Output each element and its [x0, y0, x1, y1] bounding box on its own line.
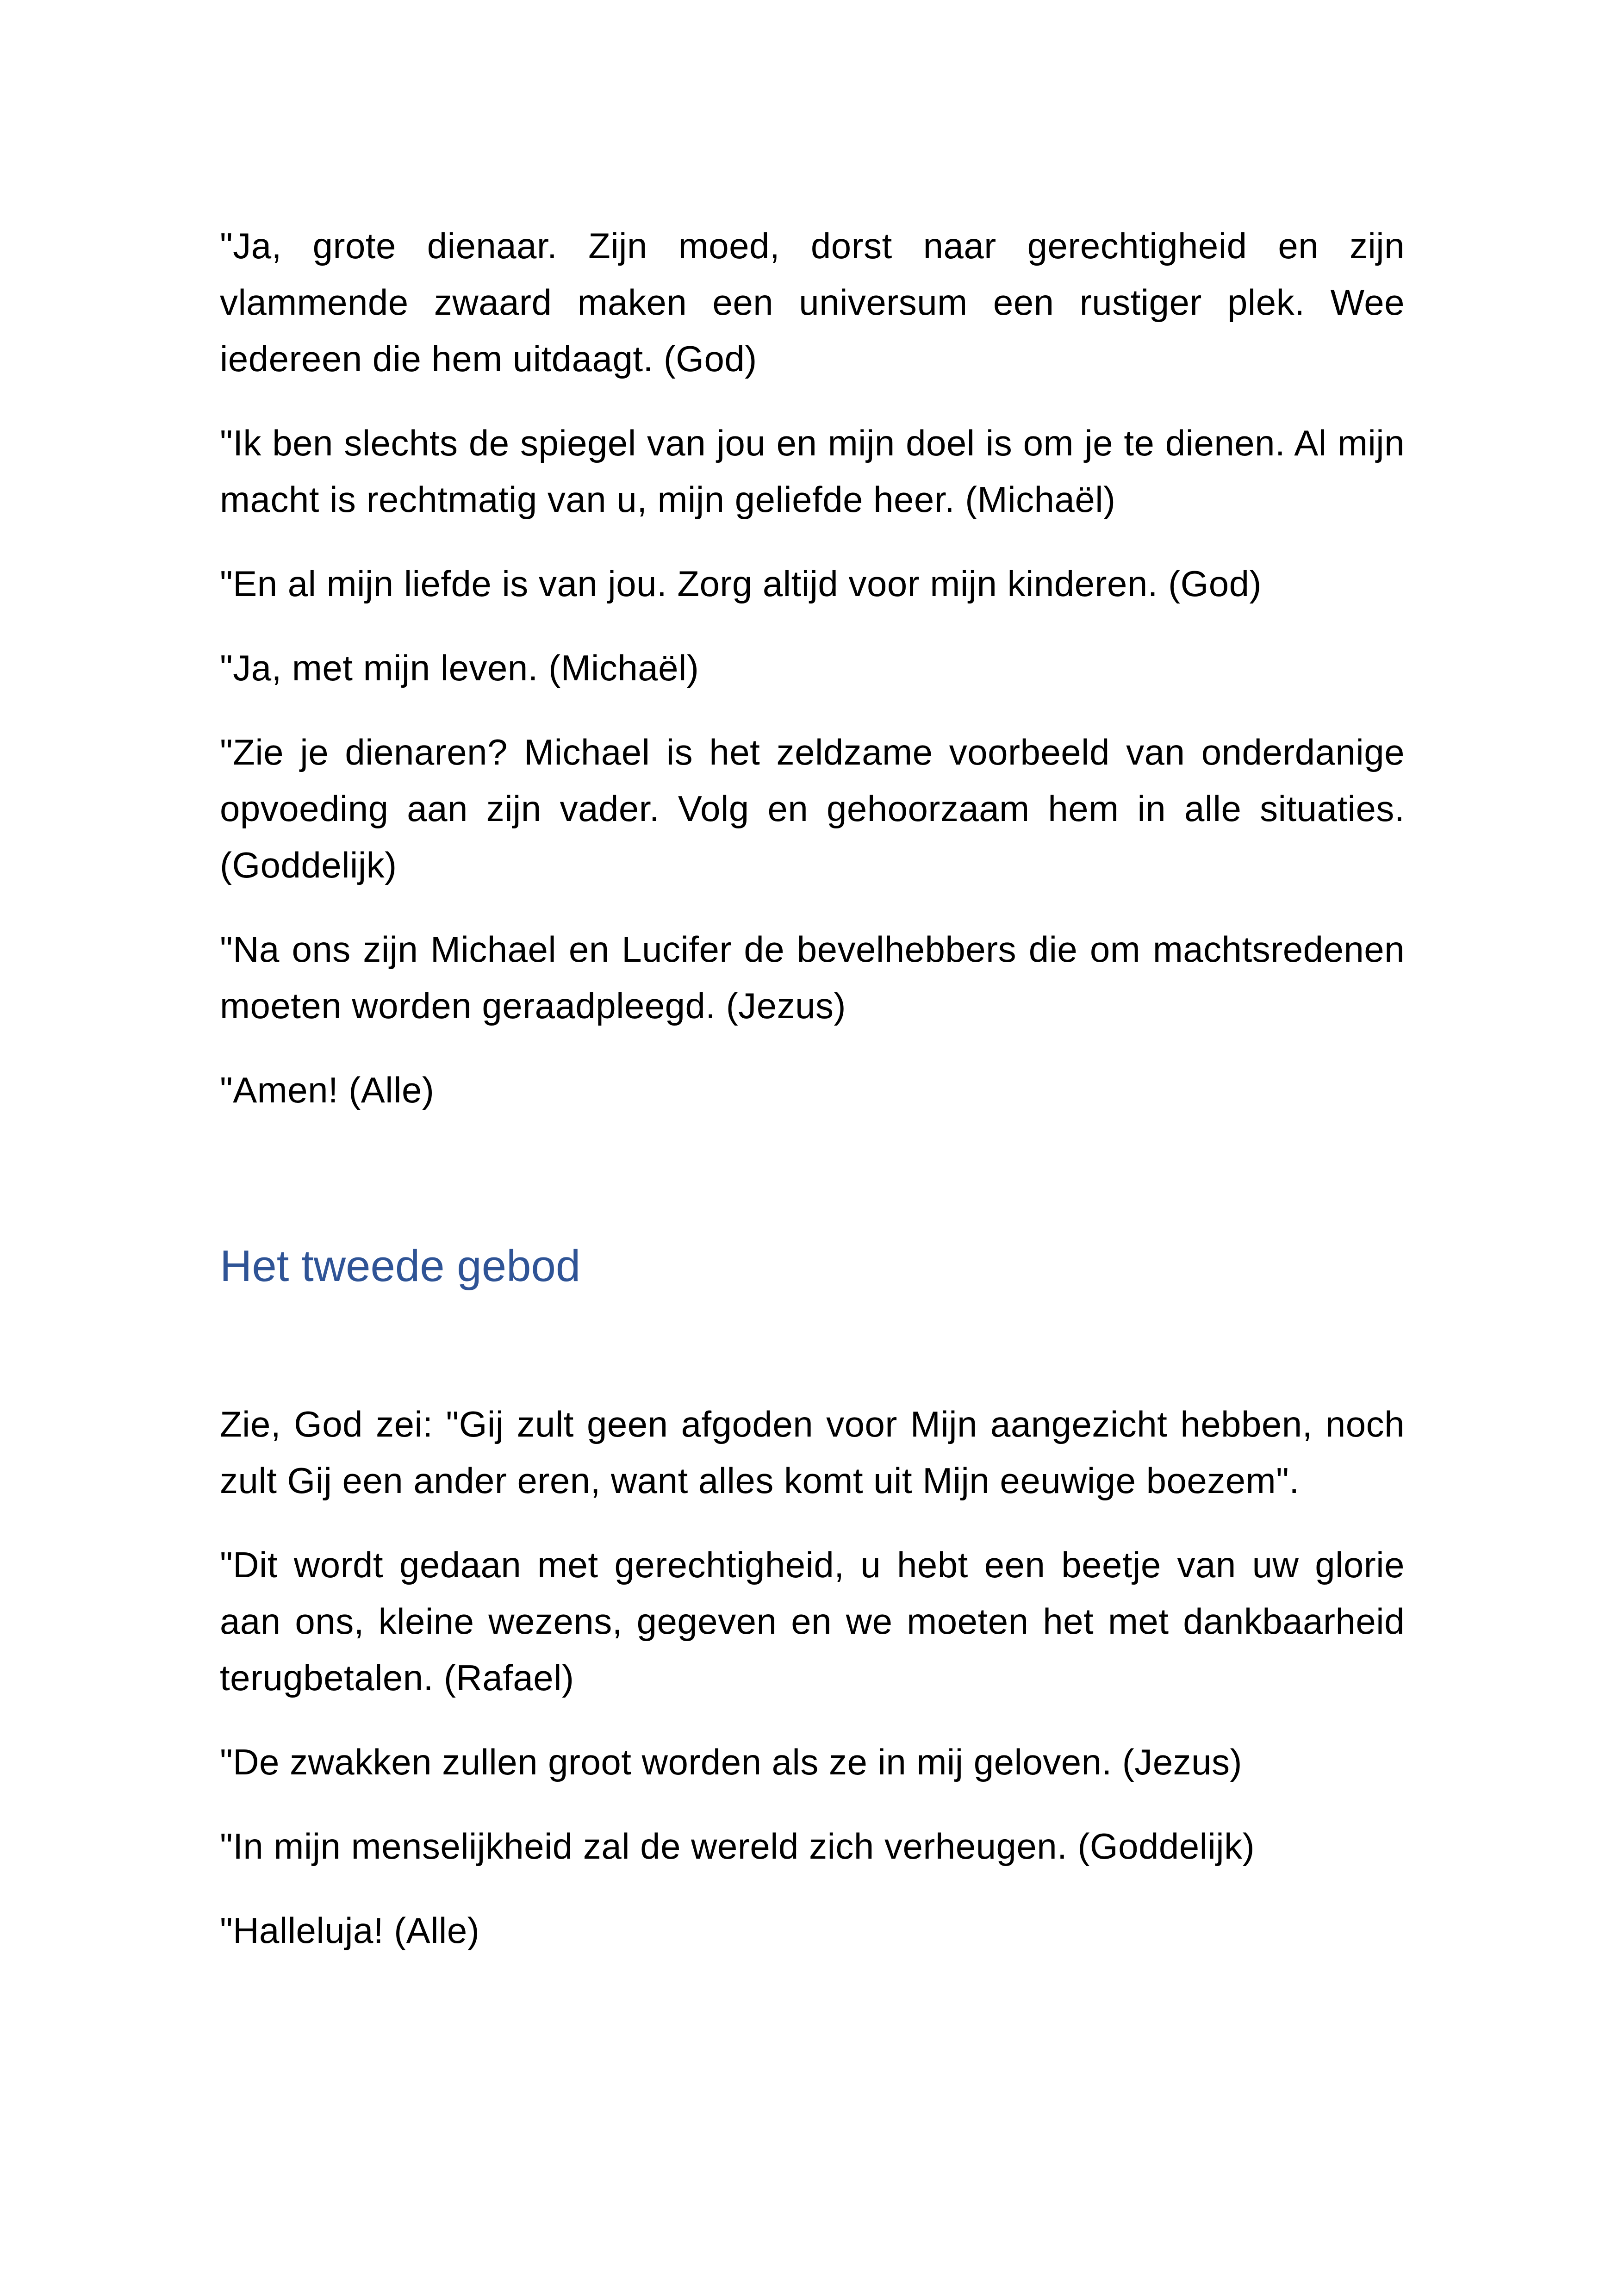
paragraph: "Halleluja! (Alle)	[220, 1910, 480, 1951]
paragraph: "Ja, met mijn leven. (Michaël)	[220, 647, 699, 688]
paragraph: "Na ons zijn Michael en Lucifer de bevelhebbers die om machtsredenen moeten worden geraadpleegd. (Jezus)	[220, 929, 1405, 1026]
paragraph: "Amen! (Alle)	[220, 1070, 435, 1110]
paragraph: "En al mijn liefde is van jou. Zorg altijd voor mijn kinderen. (God)	[220, 563, 1262, 604]
paragraph: "Dit wordt gedaan met gerechtigheid, u hebt een beetje van uw glorie aan ons, kleine wezens, gegeven en we moeten het met dankbaarheid terugbetalen. (Rafael)	[220, 1544, 1405, 1698]
paragraph: "Ik ben slechts de spiegel van jou en mijn doel is om je te dienen. Al mijn macht is rechtmatig van u, mijn geliefde heer. (Michaël)	[220, 423, 1405, 520]
paragraph: "Zie je dienaren? Michael is het zeldzame voorbeeld van onderdanige opvoeding aan zijn vader. Volg en gehoorzaam hem in alle situaties. (Goddelijk)	[220, 732, 1405, 885]
paragraph: "In mijn menselijkheid zal de wereld zich verheugen. (Goddelijk)	[220, 1826, 1255, 1867]
paragraph: "De zwakken zullen groot worden als ze in mij geloven. (Jezus)	[220, 1742, 1243, 1782]
section-heading: Het tweede gebod	[220, 1241, 581, 1291]
paragraph: "Ja, grote dienaar. Zijn moed, dorst naar gerechtigheid en zijn vlammende zwaard maken een universum een rustiger plek. Wee iedereen die hem uitdaagt. (God)	[220, 225, 1405, 379]
page-content	[220, 218, 1405, 1986]
paragraph: Zie, God zei: "Gij zult geen afgoden voor Mijn aangezicht hebben, noch zult Gij een ander eren, want alles komt uit Mijn eeuwige boezem".	[220, 1404, 1405, 1501]
